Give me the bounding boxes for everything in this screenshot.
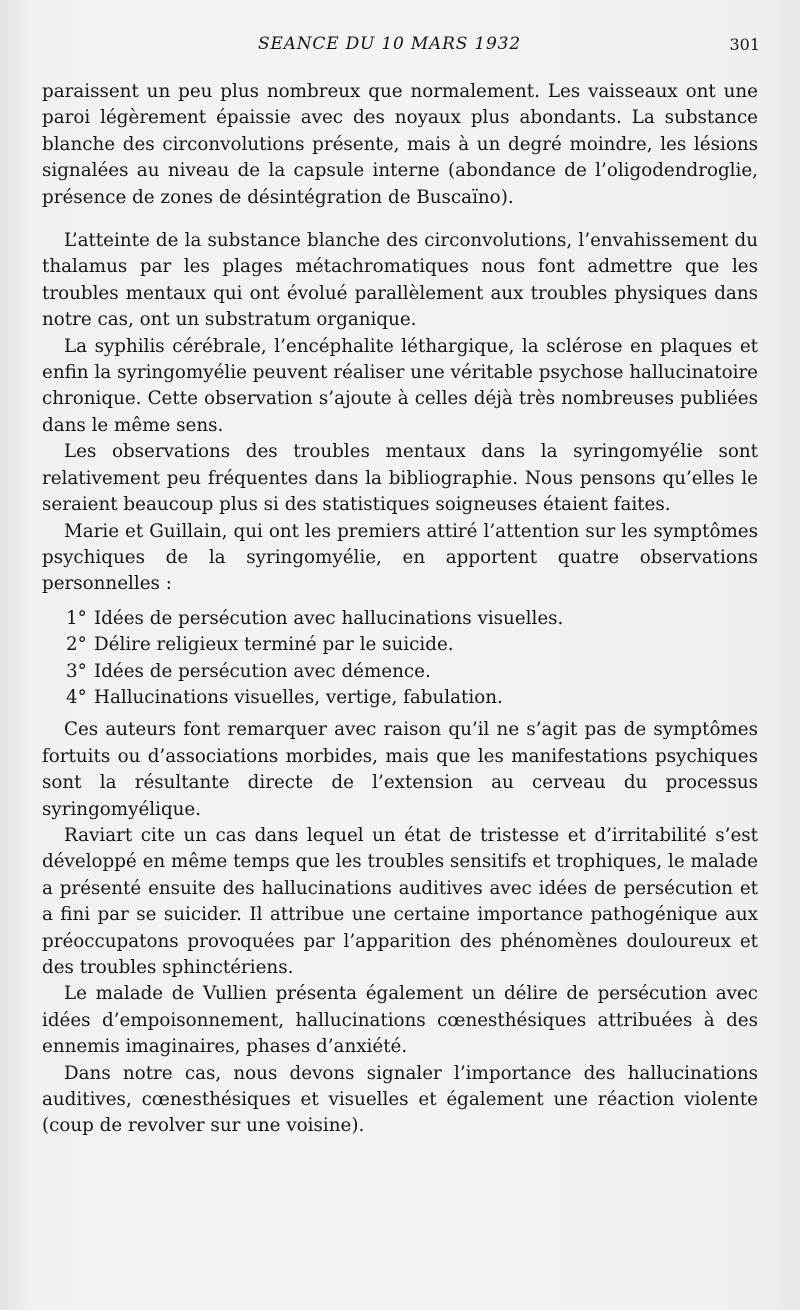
paragraph: L’atteinte de la substance blanche des circonvolutions, l’envahissement du thalamus par les plages métachromatiques nous font admettre que les troubles mentaux qui ont évolué parallèlement aux troubles physiques dans notre cas, ont un substratum organique.	[42, 230, 758, 331]
paragraph: Dans notre cas, nous devons signaler l’importance des hallucinations auditives, cœnesthésiques et visuelles et également une réaction violente (coup de revolver sur une voisine).	[42, 1062, 758, 1137]
paragraph-continued: paraissent un peu plus nombreux que normalement. Les vaisseaux ont une paroi légèrement épaissie avec des noyaux plus abondants. La substance blanche des circonvolutions présente, mais à un degré moindre, les lésions signalées au niveau de la capsule interne (abondance de l’oligodendroglie, présence de zones de désintégration de Buscaïno).	[42, 81, 758, 208]
paragraph: Ces auteurs font remarquer avec raison qu’il ne s’agit pas de symptômes fortuits ou d’associations morbides, mais que les manifestations psychiques sont la résultante directe de l’extension au cerveau du processus syringomyélique.	[42, 719, 758, 820]
list-item	[42, 685, 758, 711]
list-number: 1°	[66, 607, 87, 629]
list-text: Idées de persécution avec hallucinations visuelles.	[94, 607, 564, 629]
list-text: Idées de persécution avec démence.	[94, 660, 431, 682]
paragraph: Marie et Guillain, qui ont les premiers attiré l’attention sur les symptômes psychiques de la syringomyélie, en apportent quatre observations personnelles :	[42, 520, 758, 595]
list-number: 3°	[66, 660, 87, 682]
page-number: 301	[729, 35, 760, 54]
paragraph: Le malade de Vullien présenta également un délire de persécution avec idées d’empoisonnement, hallucinations cœnesthésiques attribuées à des ennemis imaginaires, phases d’anxiété.	[42, 983, 758, 1058]
paragraph: Raviart cite un cas dans lequel un état de tristesse et d’irritabilité s’est développé en même temps que les troubles sensitifs et trophiques, le malade a présenté ensuite des hallucinations auditives avec idées de persécution et a fini par se suicider. Il attribue une certaine importance pathogénique aux préoccupatons provoquées par l’apparition des phénomènes douloureux et des troubles sphinctériens.	[42, 824, 758, 978]
paragraph: Les observations des troubles mentaux dans la syringomyélie sont relativement peu fréquentes dans la bibliographie. Nous pensons qu’elles le seraient beaucoup plus si des statistiques soigneuses étaient faites.	[42, 441, 758, 516]
paragraph: La syphilis cérébrale, l’encéphalite léthargique, la sclérose en plaques et enfin la syringomyélie peuvent réaliser une véritable psychose hallucinatoire chronique. Cette observation s’ajoute à celles déjà très nombreuses publiées dans le même sens.	[42, 335, 758, 436]
list-text: Hallucinations visuelles, vertige, fabulation.	[94, 686, 503, 708]
running-head	[0, 30, 800, 60]
list-text: Délire religieux terminé par le suicide.	[94, 634, 454, 656]
running-title: SEANCE DU 10 MARS 1932	[258, 34, 521, 54]
list-item	[42, 606, 758, 632]
list-item	[42, 632, 758, 658]
list-item	[42, 659, 758, 685]
list-number: 2°	[66, 634, 87, 656]
list-number: 4°	[66, 686, 87, 708]
numbered-list	[42, 606, 758, 712]
body-text	[42, 79, 758, 1140]
